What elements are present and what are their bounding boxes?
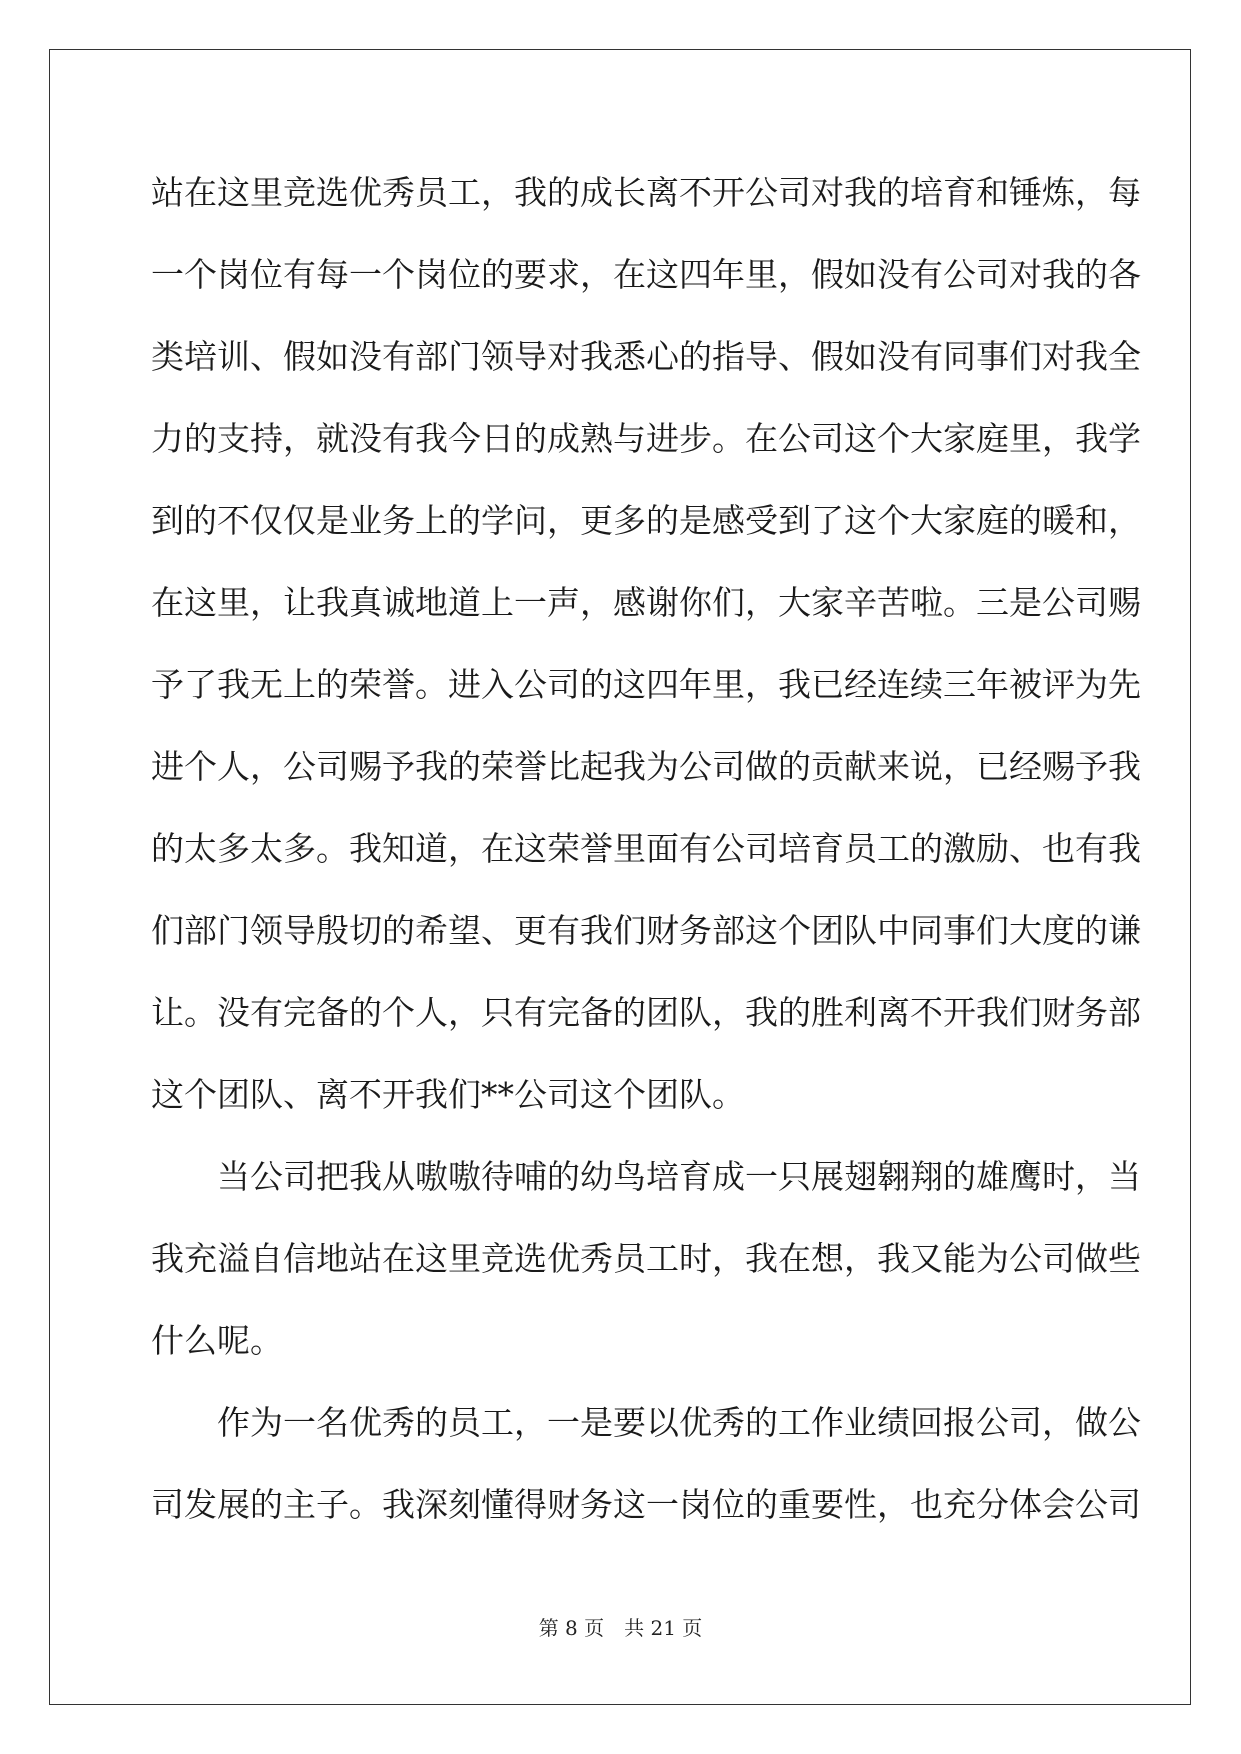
- paragraph-3-line-1: 作为一名优秀的员工，一是要以优秀的工作业绩回报公司，做公: [217, 1403, 1141, 1442]
- paragraph-1-line-11: 让。没有完备的个人，只有完备的团队，我的胜利离不开我们财务部: [151, 993, 1141, 1032]
- page-number: 第 8 页: [538, 1616, 605, 1640]
- paragraph-1-line-10: 们部门领导殷切的希望、更有我们财务部这个团队中同事们大度的谦: [151, 911, 1141, 950]
- paragraph-1-line-12: 这个团队、离不开我们**公司这个团队。: [151, 1075, 745, 1114]
- paragraph-1-line-6: 在这里，让我真诚地道上一声，感谢你们，大家辛苦啦。三是公司赐: [151, 583, 1141, 622]
- paragraph-1-line-5: 到的不仅仅是业务上的学问，更多的是感受到了这个大家庭的暖和，: [151, 501, 1141, 540]
- paragraph-2-line-2: 我充溢自信地站在这里竞选优秀员工时，我在想，我又能为公司做些: [151, 1239, 1141, 1278]
- page-footer: [0, 1612, 1241, 1641]
- page-total: 共 21 页: [624, 1616, 703, 1640]
- paragraph-1-line-8: 进个人，公司赐予我的荣誉比起我为公司做的贡献来说，已经赐予我: [151, 747, 1141, 786]
- paragraph-3-line-2: 司发展的主子。我深刻懂得财务这一岗位的重要性，也充分体会公司: [151, 1485, 1141, 1524]
- paragraph-1-line-4: 力的支持，就没有我今日的成熟与进步。在公司这个大家庭里，我学: [151, 419, 1141, 458]
- paragraph-1-line-3: 类培训、假如没有部门领导对我悉心的指导、假如没有同事们对我全: [151, 337, 1141, 376]
- document-body: [151, 152, 1141, 1546]
- paragraph-2-line-3: 什么呢。: [151, 1321, 283, 1360]
- paragraph-2-line-1: 当公司把我从嗷嗷待哺的幼鸟培育成一只展翅翱翔的雄鹰时，当: [217, 1157, 1141, 1196]
- paragraph-1-line-9: 的太多太多。我知道，在这荣誉里面有公司培育员工的激励、也有我: [151, 829, 1141, 868]
- paragraph-1-line-7: 予了我无上的荣誉。进入公司的这四年里，我已经连续三年被评为先: [151, 665, 1141, 704]
- paragraph-1-line-1: 站在这里竞选优秀员工，我的成长离不开公司对我的培育和锤炼，每: [151, 173, 1141, 212]
- paragraph-1-line-2: 一个岗位有每一个岗位的要求，在这四年里，假如没有公司对我的各: [151, 255, 1141, 294]
